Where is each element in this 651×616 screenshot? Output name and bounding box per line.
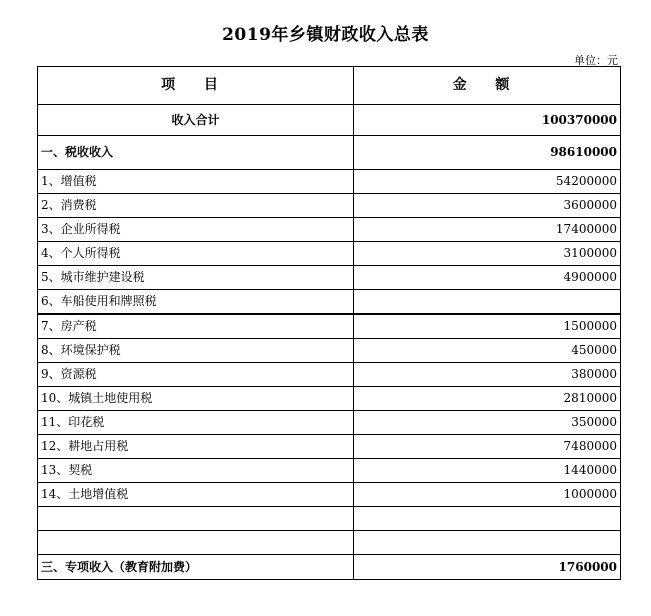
- row-label: 8、环境保护税: [38, 339, 354, 363]
- row-amount: 1500000: [354, 314, 621, 339]
- total-label: 收入合计: [38, 105, 354, 136]
- empty-row: [38, 531, 621, 555]
- row-label: 13、契税: [38, 459, 354, 483]
- section-tax-revenue-label: 一、税收收入: [38, 136, 354, 170]
- table-row: [38, 459, 621, 483]
- row-amount: 3600000: [354, 194, 621, 218]
- row-label: 2、消费税: [38, 194, 354, 218]
- unit-label: 单位：元: [574, 54, 618, 67]
- table-row: [38, 435, 621, 459]
- table-row: [38, 194, 621, 218]
- table-row: [38, 170, 621, 194]
- row-label: 7、房产税: [38, 314, 354, 339]
- total-amount: 100370000: [354, 105, 621, 136]
- row-amount: 54200000: [354, 170, 621, 194]
- row-label: 3、企业所得税: [38, 218, 354, 242]
- row-label: 5、城市维护建设税: [38, 266, 354, 290]
- row-label: 1、增值税: [38, 170, 354, 194]
- row-label: 6、车船使用和牌照税: [38, 290, 354, 315]
- row-amount: 3100000: [354, 242, 621, 266]
- row-label: 12、耕地占用税: [38, 435, 354, 459]
- page-title: 2019年乡镇财政收入总表: [222, 25, 429, 45]
- empty-cell: [38, 531, 354, 555]
- empty-cell: [38, 507, 354, 531]
- row-amount: 2810000: [354, 387, 621, 411]
- row-label: 10、城镇土地使用税: [38, 387, 354, 411]
- section-special-revenue-label: 三、专项收入（教育附加费）: [38, 555, 354, 580]
- table-row: [38, 483, 621, 507]
- row-amount: 7480000: [354, 435, 621, 459]
- section-special-revenue-row: [38, 555, 621, 580]
- row-amount: 1000000: [354, 483, 621, 507]
- empty-row: [38, 507, 621, 531]
- row-label: 4、个人所得税: [38, 242, 354, 266]
- row-label: 14、土地增值税: [38, 483, 354, 507]
- row-amount: 4900000: [354, 266, 621, 290]
- row-amount: [354, 290, 621, 315]
- table-row: [38, 339, 621, 363]
- empty-cell: [354, 531, 621, 555]
- section-special-revenue-amount: 1760000: [354, 555, 621, 580]
- row-label: 11、印花税: [38, 411, 354, 435]
- column-header-amount: 金 额: [354, 67, 621, 105]
- row-amount: 380000: [354, 363, 621, 387]
- table-row: [38, 290, 621, 315]
- section-tax-revenue-row: [38, 136, 621, 170]
- section-tax-revenue-amount: 98610000: [354, 136, 621, 170]
- empty-cell: [354, 507, 621, 531]
- row-amount: 450000: [354, 339, 621, 363]
- table-row: [38, 411, 621, 435]
- total-row: [38, 105, 621, 136]
- table-row: [38, 387, 621, 411]
- row-amount: 1440000: [354, 459, 621, 483]
- revenue-table: [37, 66, 621, 580]
- row-label: 9、资源税: [38, 363, 354, 387]
- table-row: [38, 218, 621, 242]
- row-amount: 350000: [354, 411, 621, 435]
- column-header-item: 项 目: [38, 67, 354, 105]
- table-row: [38, 314, 621, 339]
- table-row: [38, 242, 621, 266]
- row-amount: 17400000: [354, 218, 621, 242]
- table-row: [38, 266, 621, 290]
- table-row: [38, 363, 621, 387]
- table-header-row: [38, 67, 621, 105]
